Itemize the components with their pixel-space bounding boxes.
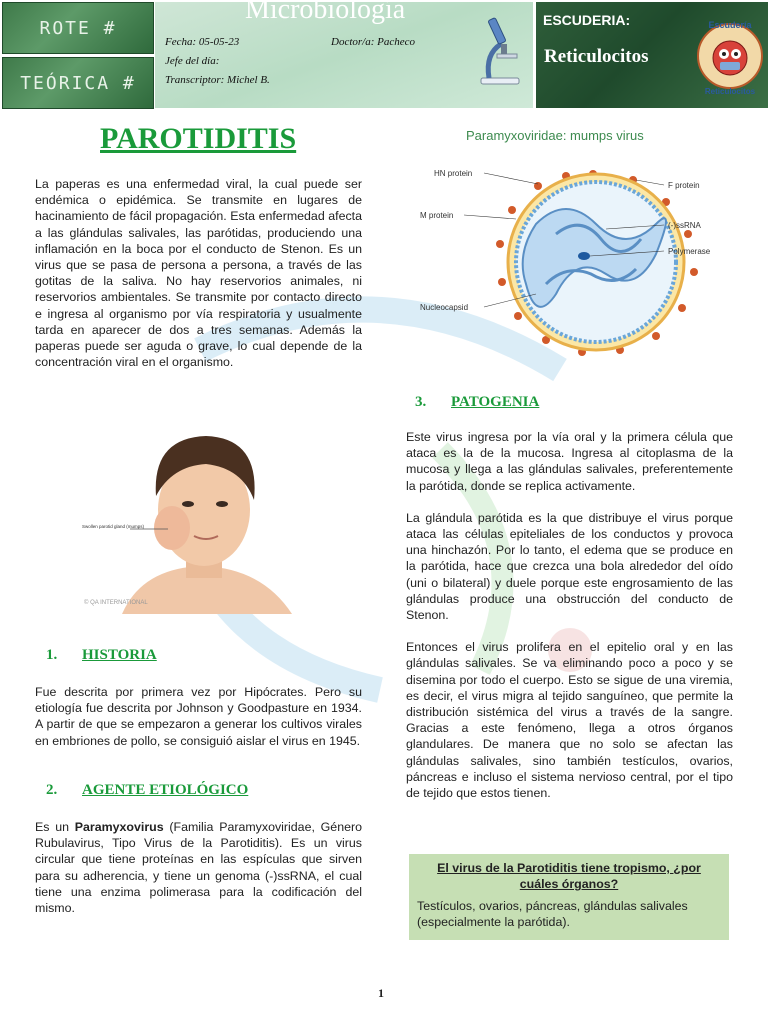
escuderia-panel	[536, 2, 768, 108]
section-title: PATOGENIA	[451, 394, 540, 410]
photo-label: Swollen parotid gland (mumps)	[82, 524, 145, 529]
label-f: F protein	[668, 181, 700, 190]
child-mumps-image	[82, 418, 318, 614]
photo-credit: © QA INTERNATIONAL	[84, 600, 148, 606]
answer-text: Testículos, ovarios, páncreas, glándulas salivales (especialmente la parótida).	[417, 899, 688, 929]
doctor-field: Doctor/a: Pacheco	[331, 36, 415, 48]
section-title: HISTORIA	[82, 647, 157, 663]
intro-paragraph: La paperas es una enfermedad viral, la cual puede ser endémica o epidémica. Se transmite en lugares de hacinamiento de fácil propagación. Esta enfermedad afecta a las glándulas salivales, las parótidas, produciendo una inflamación en la boca por el conducto de Stenon. Es un virus que se pasa de persona a persona, a través de las gotitas de la saliva. No hay reservorios animales, ni reservorios ambientales. Se transmite por contacto directo e ingresa al organismo por vía respiratoria y usualmente tarda en aparecer de dos a tres semanas. Además la paperas puede ser aguda o grave, lo cual depende de la concentración viral en el organismo.	[35, 177, 362, 370]
jefe-field: Jefe del día:	[165, 55, 220, 67]
escuderia-label: ESCUDERIA:	[543, 12, 631, 28]
label-nucleocapsid: Nucleocapsid	[420, 303, 469, 312]
patogenia-block	[406, 429, 733, 801]
rote-label: ROTE #	[39, 17, 117, 39]
label-ssrna: (-)ssRNA	[668, 221, 701, 230]
teorica-label: TEÓRICA #	[20, 72, 136, 94]
escuderia-name: Reticulocitos	[544, 46, 649, 67]
patogenia-paragraph-1: Este virus ingresa por la vía oral y la primera célula que ataca es la de la mucosa. Ingresa al citoplasma de la mucosa y llega a las glándulas salivales, preferentemente la parótida, donde se replica activamente.	[406, 430, 733, 493]
patogenia-paragraph-2: La glándula parótida es la que distribuye el virus porque ataca las células epiteliales de los conductos y provoca una hinchazón. Por lo tanto, el edema que se produce en la parótida, hace que crezca una bola alrededor del oído (uni o bilateral) y duele porque este engrosamiento de las glándulas produce una obstrucción del conducto de Stenon.	[406, 510, 733, 623]
section-number: 2.	[46, 782, 58, 798]
section-number: 3.	[415, 394, 427, 410]
agente-text-pre: Es un	[35, 820, 75, 834]
historia-paragraph: Fue descrita por primera vez por Hipócrates. Pero su etiología fue descrita por Johnson y Goodpasture en 1934. A partir de que se empezaron a generar los cultivos virales en embriones de pollo, se consiguió aislar el virus en 1945.	[35, 685, 362, 748]
label-hn: HN protein	[434, 169, 473, 178]
teorica-box	[2, 57, 154, 109]
mumps-virus-diagram	[406, 124, 736, 374]
section-title: AGENTE ETIOLÓGICO	[82, 782, 249, 798]
transcriptor-field: Transcriptor: Michel B.	[165, 74, 270, 86]
rote-box	[2, 2, 154, 54]
logo-text-top: Escudería	[708, 20, 752, 30]
patient-photo	[82, 418, 318, 614]
intro-block	[35, 176, 362, 370]
section-heading-agente	[46, 782, 248, 799]
virus-figure-title: Paramyxoviridae: mumps virus	[466, 128, 644, 143]
logo-text-bottom: Reticulocitos	[704, 87, 756, 96]
section-number: 1.	[46, 647, 58, 663]
patogenia-paragraph-3: Entonces el virus prolifera en el epitelio oral y en las glándulas salivales. Se va eliminando poco a poco y se disemina por todo el cuerpo. Esto se sigue de una viremia, es decir, el virus migra al tejido sanguíneo, que permite la distribución sistémica del virus a través de la sangre. Gracias a este fenómeno, llega a otros órganos glandulares. De manera que no solo se afectan las glándulas salivales, sino también testículos, ovarios, páncreas e incluso el sistema nervioso central, por el tipo de tejido que estos tienen.	[406, 640, 733, 801]
page-title: PAROTIDITIS	[100, 122, 297, 155]
agente-block	[35, 819, 362, 916]
course-info-panel	[155, 2, 533, 108]
agente-text-bold: Paramyxovirus	[74, 820, 164, 834]
fecha-field: Fecha: 05-05-23	[165, 36, 240, 48]
historia-block	[35, 684, 362, 749]
microscope-icon	[475, 14, 523, 86]
page-number: 1	[378, 986, 384, 1000]
question-box	[409, 854, 729, 940]
label-m: M protein	[420, 211, 454, 220]
agente-paragraph	[35, 819, 362, 916]
label-polymerase: Polymerase	[668, 247, 711, 256]
polymerase	[578, 252, 590, 260]
question-text: El virus de la Parotiditis tiene tropismo, ¿por cuáles órganos?	[437, 861, 701, 891]
agente-text-post: (Familia Paramyxoviridae, Género Rubulavirus, Tipo Virus de la Parotiditis). Es un virus circular que tiene proteínas en las espículas que sirven para su adherencia, y tiene un genoma (-)ssRNA, el cual tiene una enzima polimerasa para la codificación del mismo.	[35, 820, 362, 916]
section-heading-historia	[46, 647, 157, 664]
document-header	[0, 0, 768, 112]
course-title: Microbiología	[245, 0, 406, 25]
section-heading-patogenia	[415, 394, 539, 411]
escuderia-logo	[696, 6, 764, 106]
